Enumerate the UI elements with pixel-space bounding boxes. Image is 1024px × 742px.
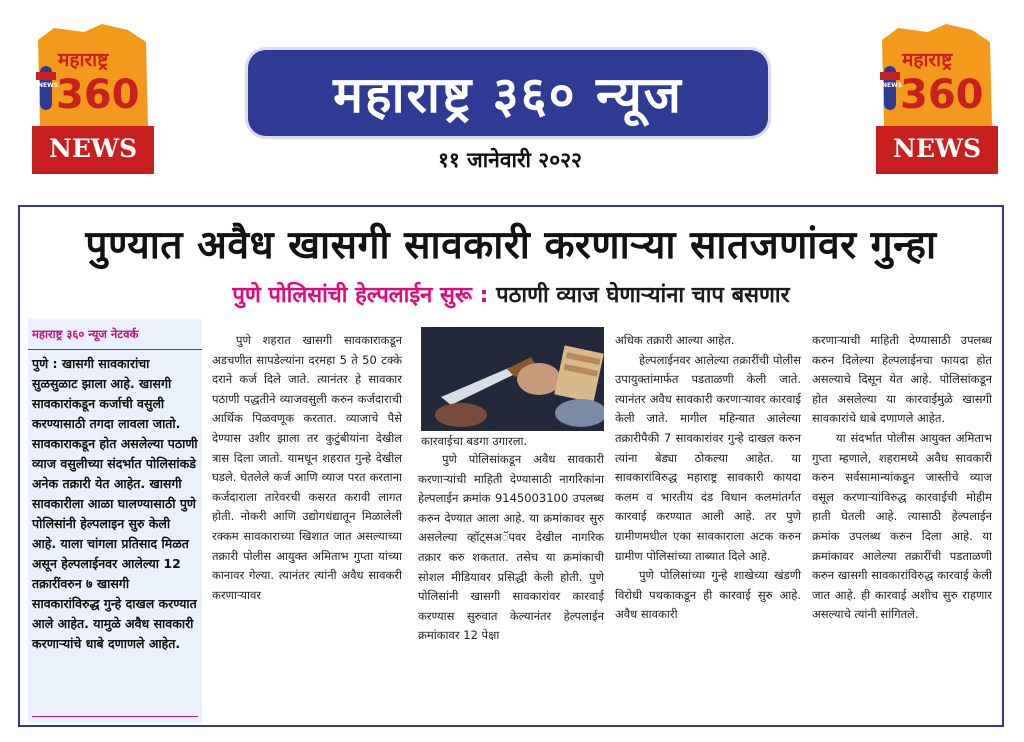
paragraph: पुणे पोलिसांकडून अवैध सावकारी करणाऱ्यांची माहिती देण्यासाठी नागरिकांना हेल्पलाईन क्रमांक 9145003100 उपलब्ध करुन देण्यात आला आहे. या क्रमांकावर सुरु असलेल्या व्हॉट्सअॅपवर देखील नागरिक तक्रार करु शकतात. तसेच या क्रमांकाची सोशल मीडियावर प्रसिद्धी केली होती. पुणे पोलिसांनी खासगी सावकारांवर कारवाई करण्यास सुरुवात केल्यानंतर हेल्पलाईन क्रमांकावर 12 पेक्षा xyxy=(418,452,604,643)
logo-bottom-text: NEWS xyxy=(48,134,138,163)
article-frame xyxy=(18,205,1004,727)
logo-number: 360 xyxy=(56,72,140,118)
logo-mic-tag: NEWS xyxy=(882,82,903,89)
paragraph: अधिक तक्रारी आल्या आहेत. xyxy=(615,333,735,347)
subhead-dark: पठाणी व्याज घेणाऱ्यांना चाप बसणार xyxy=(496,283,790,308)
byline: महाराष्ट्र ३६० न्यूज नेटवर्क xyxy=(28,319,202,350)
paragraph: पुणे शहरात खासगी सावकाराकडून अडचणीत सापडेल्यांना दरमहा 5 ते 50 टक्के दराने कर्ज दिले जाते. त्यानंतर हे सावकार पठाणी पद्धतीने व्याजवसुली करुन कर्जदाराची आर्थिक पिळवणूक करतात. व्याजाचे पैसे देण्यास उशीर झाला तर कुटुंबीयांना देखील त्रास दिला जातो. यामधून शहरात गुन्हे देखील घडले. घेतलेले कर्ज आणि व्याज परत करताना कर्जदाराला तारेवरची कसरत करावी लागत होती. नोकरी आणि उद्योगधंद्यातून मिळालेली रक्कम सावकाराच्या खिशात जात असल्याच्या तक्रारी पोलीस आयुक्त अमिताभ गुप्ता यांच्या कानावर गेल्या. त्यानंतर त्यांनी अवैध सावकरी करणाऱ्यावर xyxy=(212,333,402,602)
subhead-pink: पुणे पोलिसांची हेल्पलाईन सुरू : xyxy=(232,283,489,308)
divider xyxy=(32,716,198,717)
paragraph: करणाऱ्याची माहिती देण्यासाठी उपलब्ध करुन दिलेल्या हेल्पलाईनचा फायदा होत असल्याचे दिसून येत आहे. पोलिसांकडून होत असलेल्या या कारवाईमुळे खासगी सावकारांचे धाबे दणाणले आहेत. xyxy=(812,333,992,426)
body-column-3 xyxy=(615,331,801,625)
photo-caption: कारवाईचा बडगा उगारला. xyxy=(421,434,528,448)
knife-money-photo-icon xyxy=(421,327,604,431)
intro-column xyxy=(28,319,202,723)
article-headline: पुण्यात अवैध खासगी सावकारी करणाऱ्या सातजणांवर गुन्हा xyxy=(85,223,937,268)
intro-text: पुणे : खासगी सावकारांचा सुळसुळाट झाला आहे. खासगी सावकारांकडून कर्जाची वसुली करण्यासाठी तगदा लावला जातो. सावकाराकडून होत असलेल्या पठाणी व्याज वसुलीच्या संदर्भात पोलिसांकडे अनेक तक्रारी येत आहेत. खासगी सावकारीला आळा घालण्यासाठी पुणे पोलिसांनी हेल्पलाइन सुरु केली आहे. याला चांगला प्रतिसाद मिळत असून हेल्पलाईनवर आलेल्या 12 तक्रारींवरुन ७ खासगी सावकारांविरुद्ध गुन्हे दाखल करण्यात आले आहेत. यामुळे अवैध सावकारी करणाऱ्यांचे धाबे दणाणले आहेत. xyxy=(32,355,198,651)
body-column-2 xyxy=(418,450,604,646)
paragraph: या संदर्भात पोलीस आयुक्त अमिताभ गुप्ता म्हणाले, शहरामध्ये अवैध सावकारी करुन सर्वसामान्यांकडून जास्तीचे व्याज वसूल करणाऱ्यांविरुद्ध कारवाईची मोहीम हाती घेतली आहे. त्यासाठी हेल्पलाईन क्रमांक उपलब्ध करुन दिला आहे. या क्रमांकावर आलेल्या तक्रारींची पडताळणी करुन खासगी सावकारांविरुद्ध कारवाई केली जात आहे. ही कारवाई अशीच सुरु राहणार असल्याचे त्यांनी सांगितले. xyxy=(812,430,992,622)
logo-top-text: महाराष्ट्र xyxy=(58,49,109,71)
masthead-title: महाराष्ट्र ३६० न्यूज xyxy=(333,66,683,124)
logo-number: 360 xyxy=(900,72,984,118)
body-column-4 xyxy=(812,331,992,625)
article-photo xyxy=(421,327,604,431)
body-column-1 xyxy=(212,331,402,605)
masthead-banner xyxy=(248,50,768,136)
logo-bottom-text: NEWS xyxy=(892,134,982,163)
article-subhead xyxy=(20,279,1002,309)
news-logo-right xyxy=(876,22,998,174)
paragraph: हेल्पलाईनवर आलेल्या तक्रारींची पोलीस उपायुक्तांमार्फत पडताळणी केली जाते. त्यानंतर अवैध सावकारी करणाऱ्यावर कारवाई केली जाते. मागील महिन्यात आलेल्या तक्रारीपैकी 7 सावकारांवर गुन्हे दाखल करुन त्यांना बेड्या ठोकल्या आहेत. या सावकारांविरुद्ध महाराष्ट्र सावकारी कायदा कलम व भारतीय दंड विधान कलमांतर्गत कारवाई करण्यात आली आहे. तर पुणे ग्रामीणमधील एका सावकाराला अटक करुन ग्रामीण पोलिसांच्या ताब्यात दिले आहे. xyxy=(615,352,801,563)
news-logo-left xyxy=(32,22,154,174)
issue-date: ११ जानेवारी २०२२ xyxy=(438,148,582,172)
paragraph: पुणे पोलिसांच्या गुन्हे शाखेच्या खंडणी विरोधी पथकाकडून ही कारवाई सुरु आहे. अवैध सावकारी xyxy=(615,568,801,622)
logo-top-text: महाराष्ट्र xyxy=(902,49,953,71)
logo-mic-tag: NEWS xyxy=(38,82,59,89)
